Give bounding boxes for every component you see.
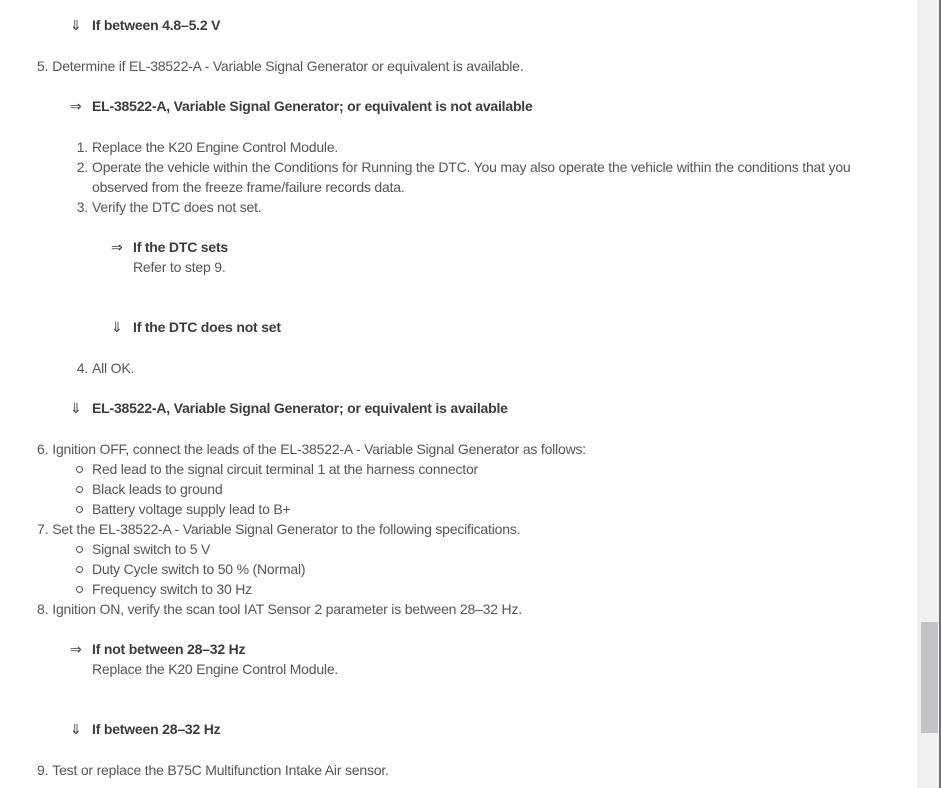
substep-number: 1. — [76, 139, 88, 155]
circle-bullet-icon — [73, 459, 92, 479]
step-number: 6. — [37, 441, 49, 457]
substep-text: Verify the DTC does not set. — [92, 199, 262, 215]
step-6-bullets — [73, 459, 885, 519]
step-5 — [37, 56, 885, 76]
step-text: Test or replace the B75C Multifunction Intake Air sensor. — [52, 762, 389, 778]
double-right-arrow-icon: ⇒ — [70, 641, 82, 657]
bullet-item — [73, 459, 885, 479]
circle-bullet-icon — [73, 499, 92, 519]
double-down-arrow-icon: ⇓ — [70, 721, 82, 737]
bullet-item — [73, 559, 885, 579]
bullet-text: Black leads to ground — [92, 481, 223, 497]
branch-label: If the DTC does not set — [133, 319, 281, 335]
branch-generator-available — [70, 398, 885, 418]
step-number: 9. — [37, 762, 49, 778]
step-text: Determine if EL-38522-A - Variable Signal Generator or equivalent is available. — [52, 58, 524, 74]
circle-bullet-icon — [73, 579, 92, 599]
step-number: 7. — [37, 521, 49, 537]
substep-3 — [73, 197, 885, 217]
substep-number: 2. — [76, 159, 88, 175]
branch-label: If between 28–32 Hz — [92, 721, 221, 737]
step-text: Ignition OFF, connect the leads of the EL-38522-A - Variable Signal Generator as follows: — [52, 441, 586, 457]
bullet-item — [73, 479, 885, 499]
double-down-arrow-icon: ⇓ — [70, 17, 82, 33]
vertical-scrollbar — [917, 0, 941, 788]
bullet-text: Red lead to the signal circuit terminal 1 at the harness connector — [92, 461, 479, 477]
double-right-arrow-icon: ⇒ — [111, 239, 123, 255]
step-6 — [37, 439, 885, 459]
branch-dtc-sets-block — [37, 237, 885, 277]
step-7-bullets — [73, 539, 885, 599]
step-number: 8. — [37, 601, 49, 617]
substep-text: Operate the vehicle within the Conditions for Running the DTC. You may also operate the vehicle within the conditions that you observed from the freeze frame/failure records data. — [92, 159, 851, 195]
substep-list — [73, 137, 885, 217]
step-text: Set the EL-38522-A - Variable Signal Generator to the following specifications. — [52, 521, 521, 537]
branch-action: Refer to step 9. — [133, 259, 226, 275]
bullet-item — [73, 579, 885, 599]
substep-number: 3. — [76, 199, 88, 215]
bullet-item — [73, 499, 885, 519]
branch-dtc-sets — [111, 237, 885, 257]
substep-1 — [73, 137, 885, 157]
step-number: 5. — [37, 58, 49, 74]
scrollbar-thumb[interactable] — [921, 622, 938, 733]
step-9 — [37, 760, 885, 780]
branch-label: If between 4.8–5.2 V — [92, 17, 221, 33]
circle-bullet-icon — [73, 559, 92, 579]
substep-2 — [73, 157, 885, 197]
bullet-text: Duty Cycle switch to 50 % (Normal) — [92, 561, 306, 577]
substep-text: Replace the K20 Engine Control Module. — [92, 139, 339, 155]
bullet-text: Battery voltage supply lead to B+ — [92, 501, 291, 517]
branch-label: EL-38522-A, Variable Signal Generator; or equivalent is available — [92, 400, 508, 416]
step-text: Ignition ON, verify the scan tool IAT Sensor 2 parameter is between 28–32 Hz. — [52, 601, 522, 617]
double-down-arrow-icon: ⇓ — [70, 400, 82, 416]
branch-voltage-in-range — [70, 15, 885, 35]
branch-not-in-range — [70, 639, 885, 659]
substep-4 — [73, 358, 885, 378]
substep-list-continued — [73, 358, 885, 378]
bullet-item — [73, 539, 885, 559]
bullet-text: Signal switch to 5 V — [92, 541, 211, 557]
circle-bullet-icon — [73, 539, 92, 559]
branch-generator-not-available — [70, 96, 885, 116]
branch-label: If not between 28–32 Hz — [92, 641, 246, 657]
branch-not-in-range-block — [37, 639, 885, 679]
circle-bullet-icon — [73, 479, 92, 499]
scrollbar-track[interactable] — [917, 0, 939, 788]
branch-action: Replace the K20 Engine Control Module. — [92, 661, 339, 677]
branch-in-range — [70, 719, 885, 739]
branch-label: EL-38522-A, Variable Signal Generator; or equivalent is not available — [92, 98, 533, 114]
branch-dtc-not-set — [111, 317, 885, 337]
branch-label: If the DTC sets — [133, 239, 229, 255]
double-right-arrow-icon: ⇒ — [70, 98, 82, 114]
step-7 — [37, 519, 885, 539]
double-down-arrow-icon: ⇓ — [111, 319, 123, 335]
substep-text: All OK. — [92, 360, 135, 376]
bullet-text: Frequency switch to 30 Hz — [92, 581, 252, 597]
substep-number: 4. — [76, 360, 88, 376]
step-8 — [37, 599, 885, 619]
